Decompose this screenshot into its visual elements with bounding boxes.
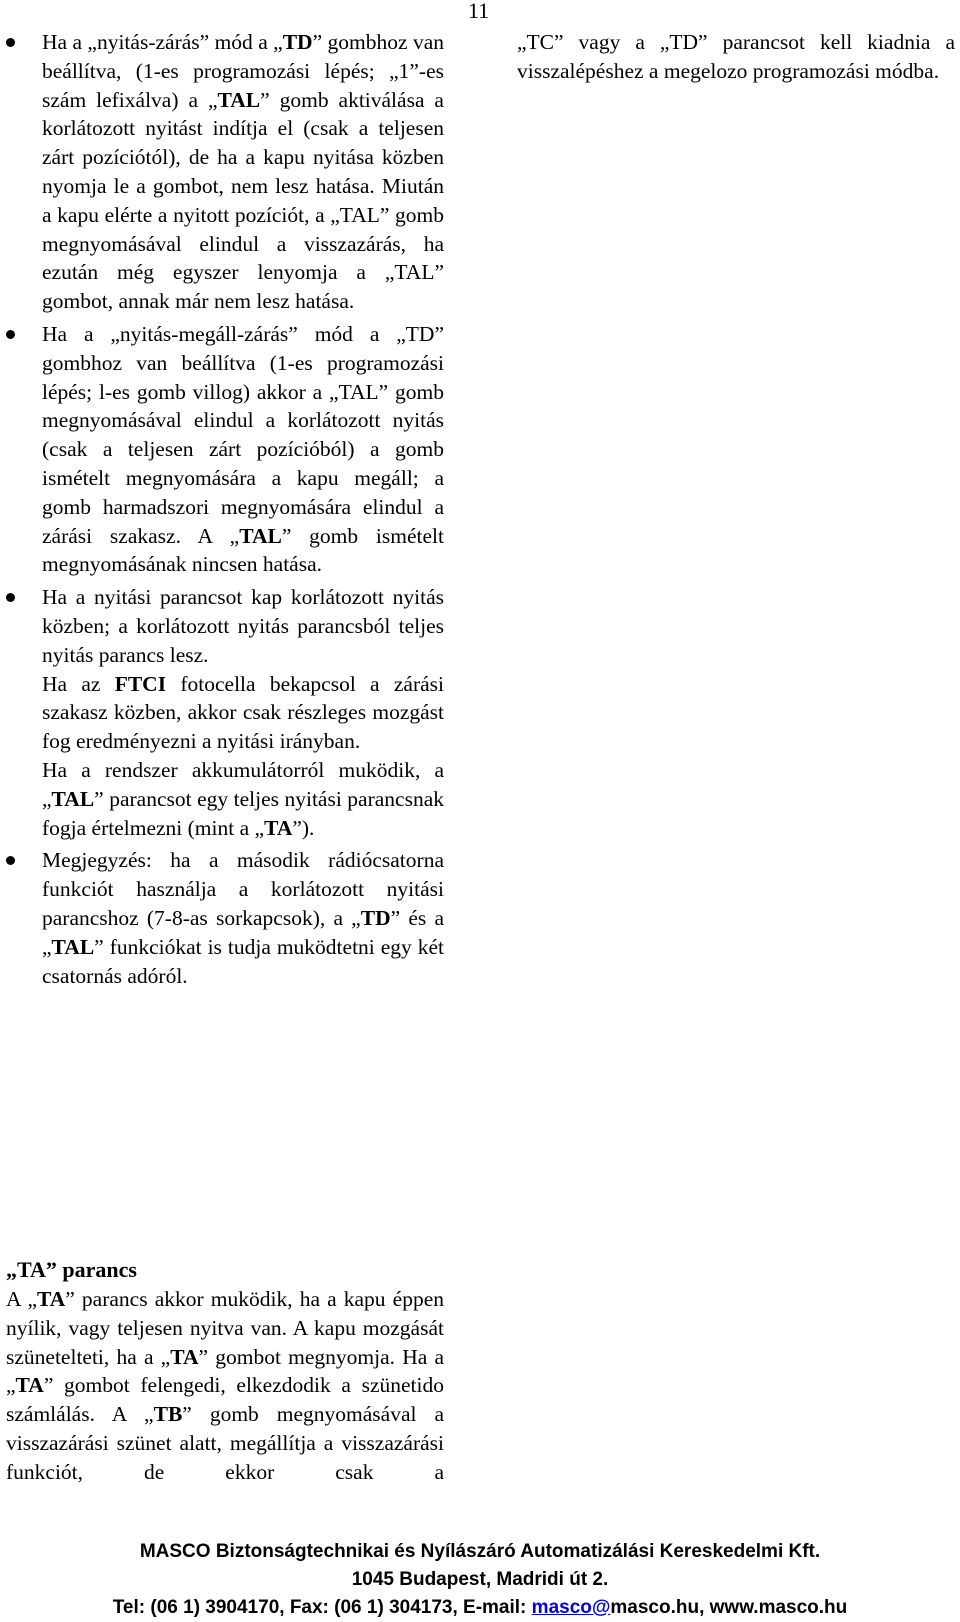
bullet-text — [42, 846, 444, 990]
text-run: ” gombot felengedi, elkezdodik a szünetido számlálás. A „ — [6, 1373, 444, 1427]
footer-contact — [0, 1594, 960, 1622]
text-run: fotocella bekapcsol a zárási szakasz közben, akkor csak részleges mozgást fog eredményezni a nyitási irányban. — [42, 671, 444, 754]
ta-section-body — [6, 1285, 444, 1487]
bold-term: TAL — [217, 87, 261, 112]
text-run: Ha a „nyitás-megáll-zárás” mód a „TD” gombhoz van beállítva (1-es programozási lépés; l-es gomb villog) akkor a „TAL” gomb megnyomásával elindul a korlátozott nyitás (csak a teljesen zárt pozícióból) a gomb ismételt megnyomására a kapu megáll; a gomb harmadszori megnyomására elindul a zárási szakasz. A „ — [42, 321, 444, 548]
bullet-icon — [6, 330, 15, 339]
footer-contact-prefix: Tel: (06 1) 3904170, Fax: (06 1) 304173, E-mail: — [112, 1597, 532, 1618]
text-run: ” gomb aktiválása a korlátozott nyitást indítja el (csak a teljesen zárt pozíciótól), de ha a kapu nyitása közben nyomja le a gombot, nem lesz hatása. Miután a kapu elérte a nyitott pozíciót, a „TAL” gomb megnyomásával elindul a visszazárás, ha ezután még egyszer lenyomja a „TAL” gombot, annak már nem lesz hatása. — [42, 87, 444, 314]
ta-paragraph — [6, 1285, 444, 1487]
text-run: ” gomb megnyomásával a visszazárási szünet alatt, megállítja a visszazárási funkciót, de ekkor csak a — [6, 1402, 444, 1484]
text-run: A „ — [6, 1287, 37, 1311]
text-run: Megjegyzés: ha a második rádiócsatorna funkciót használja a korlátozott nyitási parancshoz (7-8-as sorkapcsok), a „ — [42, 848, 444, 930]
footer-address: 1045 Budapest, Madridi út 2. — [351, 1569, 609, 1590]
right-column-paragraph — [517, 28, 955, 86]
bullet-text — [42, 28, 444, 316]
text-run: Ha a rendszer akkumulátorról muködik, a „ — [42, 757, 444, 811]
bullet-text — [42, 320, 444, 579]
page-number: 11 — [468, 0, 490, 23]
bold-term: TB — [153, 1402, 183, 1427]
text-run: ” parancs akkor muködik, ha a kapu éppen nyílik, vagy teljesen nyitva van. A kapu mozgását szünetelteti, ha a „ — [6, 1287, 444, 1369]
section-heading-ta: „TA” parancs — [6, 1257, 137, 1282]
bullet-item-nyitasi-parancs — [6, 583, 444, 842]
bullet-subparagraph-ftci — [42, 670, 444, 756]
bold-term: TAL — [239, 523, 282, 548]
text-run: „TC” vagy a „TD” parancsot kell kiadnia a visszalépéshez a megelozo programozási módba. — [517, 30, 955, 83]
text-run: ” funkciókat is tudja muködtetni egy két csatornás adóról. — [42, 934, 444, 988]
text-run: Ha a „nyitás-zárás” mód a „ — [42, 30, 283, 54]
bold-term: TD — [360, 905, 391, 930]
bold-term: TA — [15, 1373, 44, 1398]
bullet-item-nyitas-megall-zaras — [6, 320, 444, 579]
bold-term: FTCI — [114, 671, 167, 696]
bold-term: TD — [282, 30, 313, 54]
text-run: ” és a „ — [42, 905, 445, 959]
right-column — [517, 28, 955, 86]
bullet-item-nyitas-zaras — [6, 28, 444, 316]
bullet-subparagraph-akkumulator — [42, 756, 444, 842]
text-run: Ha a nyitási parancsot kap korlátozott nyitás közben; a korlátozott nyitás parancsból teljes nyitás parancs lesz. — [42, 585, 444, 667]
left-column — [6, 28, 444, 994]
bullet-text — [42, 583, 444, 669]
bullet-item-megjegyzes — [6, 846, 444, 990]
email-link[interactable]: masco@ — [531, 1597, 611, 1618]
bullet-icon — [6, 593, 15, 602]
text-run: ”). — [292, 815, 315, 840]
text-run: ” parancsot egy teljes nyitási parancsnak fogja értelmezni (mint a „ — [42, 786, 444, 840]
bullet-icon — [6, 856, 15, 865]
footer-company: MASCO Biztonságtechnikai és Nyílászáró Automatizálási Kereskedelmi Kft. — [139, 1541, 821, 1562]
bold-term: TA — [264, 815, 293, 840]
footer — [0, 1538, 960, 1622]
bullet-icon — [6, 38, 15, 47]
bold-term: TAL — [51, 934, 95, 959]
footer-contact-suffix: masco.hu, www.masco.hu — [610, 1597, 848, 1618]
text-run: ” gombhoz van beállítva, (1-es programozási lépés; „1”-es szám lefixálva) a „ — [42, 30, 444, 112]
text-run: ” gombot megnyomja. Ha a „ — [6, 1344, 444, 1398]
bold-term: TA — [37, 1287, 66, 1311]
text-run: ” gomb ismételt megnyomásának nincsen hatása. — [42, 523, 444, 577]
text-run: Ha az — [42, 671, 115, 696]
bullet-list — [6, 28, 444, 990]
bold-term: TA — [170, 1344, 199, 1369]
bold-term: TAL — [51, 786, 95, 811]
